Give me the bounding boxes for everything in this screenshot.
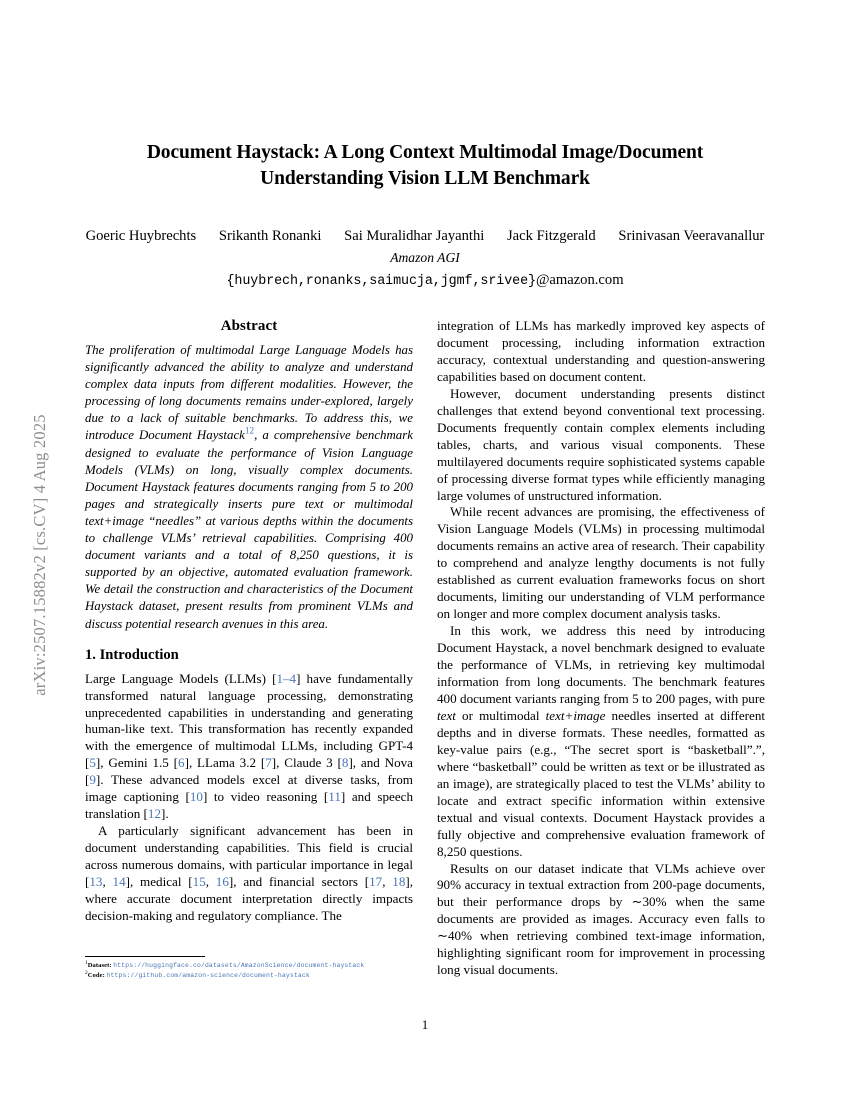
- contact-email: [85, 272, 765, 289]
- text-run: ] have fundamentally transformed natural language processing, demonstrating unprecedented capabilities in understanding and generating human-like text. This transformation has recently expanded with the emergence of multimodal LLMs, including GPT-4 [: [85, 670, 413, 771]
- citation-link[interactable]: 15: [192, 874, 206, 890]
- text-run: ] and speech translation [: [85, 789, 413, 822]
- citation-link[interactable]: 13: [89, 874, 103, 890]
- text-run: ], where accurate document interpretation directly impacts decision-making and regulatory compliance. The: [85, 874, 413, 923]
- text-run: needles inserted at different depths and in diverse formats. These needles, formatted as key-value pairs (e.g., “The secret sport is “basketball”.”, where “basketball” could be written as text or be illustrated as an image), are strategically placed to test the VLMs’ ability to locate and extract specific information within extensive textual and visual contexts. Document Haystack provides a fully objective and comprehensive evaluation framework of 8,250 questions.: [437, 707, 765, 859]
- citation-link[interactable]: 5: [89, 755, 96, 771]
- abstract-text: [85, 342, 413, 633]
- citation-link[interactable]: 16: [215, 874, 229, 890]
- text-run: ], Gemini 1.5 [: [95, 755, 179, 771]
- footnote-link[interactable]: https://github.com/amazon-science/document-haystack: [106, 972, 310, 980]
- right-column: [437, 318, 765, 979]
- citation-link[interactable]: 10: [189, 789, 203, 805]
- citation-link[interactable]: 9: [89, 772, 96, 788]
- introduction-heading: 1. Introduction: [85, 646, 179, 663]
- text-run: ], medical [: [125, 874, 193, 890]
- abstract-part-2: , a comprehensive benchmark designed to evaluate the performance of Vision Language Models (VLMs) on long, visually complex documents. Document Haystack features documents ranging from 5 to 200 pages and strategically inserts pure text or multimodal text+image “needles” at various depths within the documents to challenge VLMs’ retrieval capabilities. Comprising 400 document variants and a total of 8,250 questions, it is supported by an objective, automated evaluation framework. We detail the construction and characteristics of the Document Haystack dataset, present results from prominent VLMs and discuss potential research avenues in this area.: [85, 428, 413, 631]
- citation-link[interactable]: 12: [147, 806, 161, 822]
- footnote-divider: [85, 956, 205, 957]
- two-column-body: [85, 318, 765, 1008]
- footnote-item: [85, 971, 413, 981]
- text-run: ,: [382, 874, 393, 890]
- intro-paragraph-6: [437, 623, 765, 860]
- citation-link[interactable]: 14: [112, 874, 126, 890]
- intro-paragraph-3: integration of LLMs has markedly improved key aspects of document processing, including information extraction accuracy, contextual understanding and question-answering capabilities based on document content.: [437, 318, 765, 384]
- citation-link[interactable]: 11: [328, 789, 341, 805]
- text-run: ], Claude 3 [: [271, 755, 342, 771]
- footnote-link[interactable]: https://huggingface.co/datasets/AmazonScience/document-haystack: [113, 962, 365, 969]
- text-run: In this work, we address this need by introducing Document Haystack, a novel benchmark designed to evaluate the performance of VLMs, in retrieving key multimodal information from long documents. The benchmark features 400 document variants ranging from 5 to 200 pages, with pure: [437, 623, 765, 706]
- footnote-item: [85, 961, 413, 971]
- intro-paragraph-2: [85, 823, 413, 925]
- citation-link[interactable]: 6: [178, 755, 185, 771]
- citation-link[interactable]: 1–4: [276, 670, 297, 686]
- citation-link[interactable]: 18: [392, 874, 406, 890]
- text-run: ]. These advanced models excel at diverse tasks, from image captioning [: [85, 772, 413, 805]
- paper-header: [85, 140, 765, 289]
- text-run: ,: [102, 874, 113, 890]
- author-name: Goeric Huybrechts: [85, 227, 197, 244]
- intro-paragraph-1: [85, 671, 413, 824]
- emphasis-text-image: text+image: [545, 707, 606, 723]
- text-run: ], and Nova [: [85, 755, 413, 788]
- abstract-footnote-citation[interactable]: 12: [244, 427, 255, 438]
- author-name: Srinivasan Veeravanallur: [618, 227, 765, 244]
- left-column: [85, 318, 413, 925]
- page-number: 1: [421, 1018, 429, 1032]
- footnote-marker: 1: [85, 959, 88, 966]
- emphasis-text: text: [437, 707, 456, 723]
- email-handles: {huybrech,ronanks,saimucja,jgmf,srivee}: [226, 273, 536, 289]
- footnote-label: Code:: [87, 972, 105, 980]
- citation-link[interactable]: 17: [369, 874, 383, 890]
- footnote-marker: 2: [85, 970, 88, 977]
- citation-link[interactable]: 7: [265, 755, 272, 771]
- author-name: Jack Fitzgerald: [506, 227, 596, 244]
- text-run: Large Language Models (LLMs) [: [85, 670, 277, 686]
- text-run: ,: [205, 874, 216, 890]
- email-domain: @amazon.com: [535, 271, 624, 288]
- author-name: Srikanth Ronanki: [218, 227, 322, 244]
- author-list: [85, 227, 765, 246]
- abstract-part-1: The proliferation of multimodal Large Language Models has significantly advanced the ability to analyze and understand complex data inputs from different modalities. However, the processing of long documents remains under-explored, largely due to a lack of suitable benchmarks. To address this, we introduce Document Haystack: [85, 343, 413, 443]
- text-run: ], LLama 3.2 [: [184, 755, 266, 771]
- affiliation: Amazon AGI: [390, 249, 460, 265]
- citation-link[interactable]: 8: [341, 755, 349, 771]
- text-run: A particularly significant advancement has been in document understanding capabilities. This field is crucial across numerous domains, with particular importance in legal [: [85, 823, 413, 890]
- page-title: Document Haystack: A Long Context Multimodal Image/Document Understanding Vision LLM Benchmark: [146, 142, 704, 189]
- intro-paragraph-4: However, document understanding presents distinct challenges that extend beyond conventional text processing. Documents frequently contain complex elements including tables, charts, and various visual components. These multilayered documents require sophisticated systems capable of processing diverse format types while efficiently managing large volumes of unstructured information.: [437, 385, 765, 503]
- footnote-label: Dataset:: [87, 962, 112, 969]
- intro-paragraph-7: Results on our dataset indicate that VLMs achieve over 90% accuracy in textual extraction from 200-page documents, but their performance drops by ∼30% when the same documents are provided as images. Accuracy even falls to ∼40% when retrieving combined text-image information, highlighting significant room for improvement in processing long visual documents.: [437, 860, 765, 978]
- text-run: ].: [161, 806, 169, 822]
- text-run: or multimodal: [455, 707, 546, 723]
- text-run: ], and financial sectors [: [228, 874, 370, 890]
- abstract-heading: Abstract: [220, 318, 278, 334]
- footnote-block: [85, 956, 413, 981]
- text-run: ] to video reasoning [: [202, 789, 329, 805]
- arxiv-stamp-text: arXiv:2507.15882v2 [cs.CV] 4 Aug 2025: [30, 414, 49, 696]
- intro-paragraph-5: While recent advances are promising, the effectiveness of Vision Language Models (VLMs) in processing multimodal documents remains an active area of research. Their capability to comprehend and analyze lengthy documents is not fully established as current evaluation frameworks focus on short documents, limiting our understanding of VLM performance on longer and more complex document analysis tasks.: [437, 504, 765, 622]
- author-name: Sai Muralidhar Jayanthi: [344, 227, 485, 244]
